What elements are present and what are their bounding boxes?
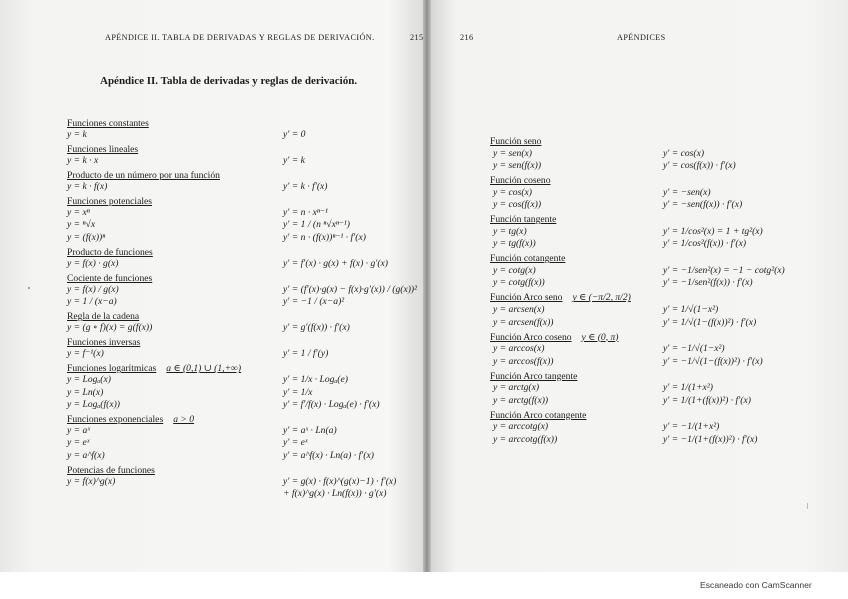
function-expr: y = arcsen(x) bbox=[493, 303, 545, 315]
section-heading-text: Potencias de funciones bbox=[67, 464, 155, 476]
section-heading-text: Función cotangente bbox=[490, 253, 566, 265]
derivative-expr: y′ = cos(f(x)) · f′(x) bbox=[663, 160, 736, 172]
section-heading bbox=[490, 176, 551, 186]
derivative-expr: y′ = g(x) · f(x)^(g(x)−1) · f′(x) bbox=[283, 475, 397, 487]
function-expr: y = a^f(x) bbox=[67, 449, 105, 461]
derivative-expr: y′ = 1/cos²(x) = 1 + tg²(x) bbox=[663, 225, 763, 237]
section-heading-text: Función seno bbox=[490, 136, 542, 147]
scanner-watermark: Escaneado con CamScanner bbox=[700, 580, 812, 590]
derivative-expr: y′ = 1/x bbox=[283, 386, 313, 398]
section-heading bbox=[67, 171, 220, 181]
derivative-expr: y′ = −1/(1+(f(x))²) · f′(x) bbox=[663, 433, 758, 445]
section-heading bbox=[67, 364, 241, 374]
section-condition: a ∈ (0,1) ∪ (1,+∞) bbox=[166, 363, 242, 375]
section-heading bbox=[490, 254, 565, 264]
function-expr: y = eˣ bbox=[67, 437, 90, 449]
appendix-title: Apéndice II. Tabla de derivadas y reglas de derivación. bbox=[100, 75, 358, 87]
function-expr: y = f(x)^g(x) bbox=[67, 475, 116, 487]
section-heading bbox=[67, 197, 152, 207]
derivative-expr: y′ = −sen(x) bbox=[663, 186, 711, 198]
section-heading-text: Funciones logarítmicas bbox=[67, 363, 157, 375]
function-expr: y = arccotg(x) bbox=[493, 421, 549, 433]
function-expr: y = xⁿ bbox=[67, 207, 90, 218]
function-expr: y = arccos(x) bbox=[493, 343, 545, 354]
section-heading-text: Producto de un número por una función bbox=[67, 170, 220, 181]
section-heading bbox=[67, 119, 149, 129]
section-heading-text: Función coseno bbox=[490, 175, 551, 187]
section-heading-text: Funciones potenciales bbox=[67, 196, 152, 207]
derivative-expr: y′ = 1 / (n ⁿ√xⁿ⁻¹) bbox=[283, 219, 350, 231]
function-expr: y = tg(f(x)) bbox=[493, 238, 536, 250]
section-heading bbox=[67, 338, 140, 348]
section-heading bbox=[67, 415, 194, 425]
derivative-expr: y′ = (f′(x)·g(x) − f(x)·g′(x)) / (g(x))² bbox=[283, 283, 417, 295]
section-condition: y ∈ (0, π) bbox=[581, 331, 619, 343]
derivative-expr: y′ = −1 / (x−a)² bbox=[283, 296, 345, 308]
left-page bbox=[0, 0, 423, 572]
derivative-expr: y′ = −1/√(1−x²) bbox=[663, 343, 725, 354]
derivative-expr: y′ = 1/(1+(f(x))²) · f′(x) bbox=[663, 394, 751, 406]
derivative-expr: y′ = n · (f(x))ⁿ⁻¹ · f′(x) bbox=[283, 231, 366, 243]
section-heading bbox=[490, 293, 631, 303]
section-heading bbox=[490, 372, 577, 382]
function-expr: y = f(x) · g(x) bbox=[67, 257, 119, 269]
function-expr: y = (f(x))ⁿ bbox=[67, 231, 106, 243]
section-condition: y ∈ (−π/2, π/2) bbox=[572, 292, 631, 304]
derivative-expr: y′ = 0 bbox=[283, 129, 306, 140]
section-heading-text: Función Arco seno bbox=[490, 292, 563, 304]
section-heading bbox=[490, 215, 556, 225]
derivative-expr: y′ = aˣ · Ln(a) bbox=[283, 425, 337, 436]
section-heading-text: Función Arco cotangente bbox=[490, 409, 587, 421]
function-expr: y = sen(x) bbox=[493, 147, 532, 159]
derivative-expr: y′ = k · f′(x) bbox=[283, 181, 328, 192]
function-expr: y = f⁻¹(x) bbox=[67, 348, 104, 360]
derivative-expr: y′ = −1/√(1−(f(x))²) · f′(x) bbox=[663, 355, 763, 367]
section-heading-text: Cociente de funciones bbox=[67, 272, 153, 284]
book-gutter bbox=[423, 0, 431, 572]
derivative-expr: y′ = f′(x) · g(x) + f(x) · g′(x) bbox=[283, 257, 389, 269]
function-expr: y = cos(f(x)) bbox=[493, 199, 542, 211]
running-header: APÉNDICE II. TABLA DE DERIVADAS Y REGLAS DE DERIVACIÓN. bbox=[105, 33, 375, 42]
function-expr: y = cotg(f(x)) bbox=[493, 277, 545, 289]
derivative-expr: y′ = −1/sen²(f(x)) · f′(x) bbox=[663, 277, 753, 289]
function-expr: y = Logₐ(f(x)) bbox=[67, 399, 120, 410]
section-heading-text: Funciones constantes bbox=[67, 118, 149, 129]
function-expr: y = Ln(x) bbox=[67, 386, 104, 398]
section-heading-text: Producto de funciones bbox=[67, 246, 153, 258]
section-heading bbox=[67, 274, 152, 284]
section-heading bbox=[490, 137, 541, 147]
derivative-expr: y′ = eˣ bbox=[283, 437, 308, 449]
function-expr: y = k · f(x) bbox=[67, 181, 108, 192]
derivative-expr: y′ = 1/cos²(f(x)) · f′(x) bbox=[663, 238, 747, 250]
function-expr: y = aˣ bbox=[67, 425, 91, 436]
function-expr: y = sen(f(x)) bbox=[493, 160, 542, 172]
derivative-expr: y′ = n · xⁿ⁻¹ bbox=[283, 207, 328, 218]
scan-speck bbox=[28, 287, 30, 289]
running-header: APÉNDICES bbox=[617, 33, 666, 42]
section-heading-text: Función Arco tangente bbox=[490, 370, 578, 382]
section-heading bbox=[67, 312, 139, 322]
section-heading-text: Funciones inversas bbox=[67, 337, 141, 349]
section-heading-text: Funciones exponenciales bbox=[67, 414, 164, 425]
right-page bbox=[431, 0, 848, 572]
section-heading-text: Función Arco coseno bbox=[490, 331, 572, 343]
page-number: 215 bbox=[410, 33, 423, 42]
function-expr: y = f(x) / g(x) bbox=[67, 283, 119, 295]
derivative-expr: y′ = −1/(1+x²) bbox=[663, 421, 720, 433]
function-expr: y = arctg(f(x)) bbox=[493, 394, 549, 406]
derivative-expr: y′ = 1/√(1−x²) bbox=[663, 303, 719, 315]
derivative-expr: y′ = g′(f(x)) · f′(x) bbox=[283, 322, 350, 334]
function-expr: y = k bbox=[67, 129, 87, 140]
derivative-expr: y′ = cos(x) bbox=[663, 147, 705, 159]
function-expr: y = cotg(x) bbox=[493, 264, 536, 276]
function-expr: y = 1 / (x−a) bbox=[67, 296, 117, 308]
derivative-expr: y′ = −sen(f(x)) · f′(x) bbox=[663, 199, 743, 211]
section-heading bbox=[67, 248, 153, 258]
function-expr: y = k · x bbox=[67, 155, 99, 166]
section-heading bbox=[490, 411, 586, 421]
function-expr: y = cos(x) bbox=[493, 186, 532, 198]
derivative-expr: y′ = a^f(x) · Ln(a) · f′(x) bbox=[283, 449, 374, 461]
derivative-expr: y′ = 1/√(1−(f(x))²) · f′(x) bbox=[663, 316, 757, 328]
margin-mark bbox=[807, 503, 808, 509]
derivative-expr: y′ = 1 / f′(y) bbox=[283, 348, 329, 360]
section-heading bbox=[67, 466, 155, 476]
section-heading-text: Funciones lineales bbox=[67, 144, 139, 155]
derivative-expr: y′ = 1/x · Logₐ(e) bbox=[283, 374, 348, 386]
derivative-expr: y′ = f′/f(x) · Logₐ(e) · f′(x) bbox=[283, 399, 380, 410]
page-number: 216 bbox=[460, 33, 474, 42]
function-expr: y = Logₐ(x) bbox=[67, 374, 111, 386]
function-expr: y = ⁿ√x bbox=[67, 219, 96, 231]
function-expr: y = (g ∘ f)(x) = g(f(x)) bbox=[67, 322, 153, 334]
derivative-expr: y′ = k bbox=[283, 155, 305, 166]
function-expr: y = tg(x) bbox=[493, 225, 527, 237]
section-heading-text: Función tangente bbox=[490, 214, 557, 226]
function-expr: y = arctg(x) bbox=[493, 382, 540, 394]
section-condition: a > 0 bbox=[173, 414, 195, 425]
section-heading bbox=[67, 145, 138, 155]
section-heading-text: Regla de la cadena bbox=[67, 311, 140, 323]
derivative-expr: y′ = −1/sen²(x) = −1 − cotg²(x) bbox=[663, 264, 785, 276]
derivative-expr: + f(x)^g(x) · Ln(f(x)) · g′(x) bbox=[283, 488, 387, 500]
section-heading bbox=[490, 333, 619, 343]
function-expr: y = arccos(f(x)) bbox=[493, 355, 554, 367]
derivative-expr: y′ = 1/(1+x²) bbox=[663, 382, 713, 394]
function-expr: y = arccotg(f(x)) bbox=[493, 433, 558, 445]
function-expr: y = arcsen(f(x)) bbox=[493, 316, 554, 328]
